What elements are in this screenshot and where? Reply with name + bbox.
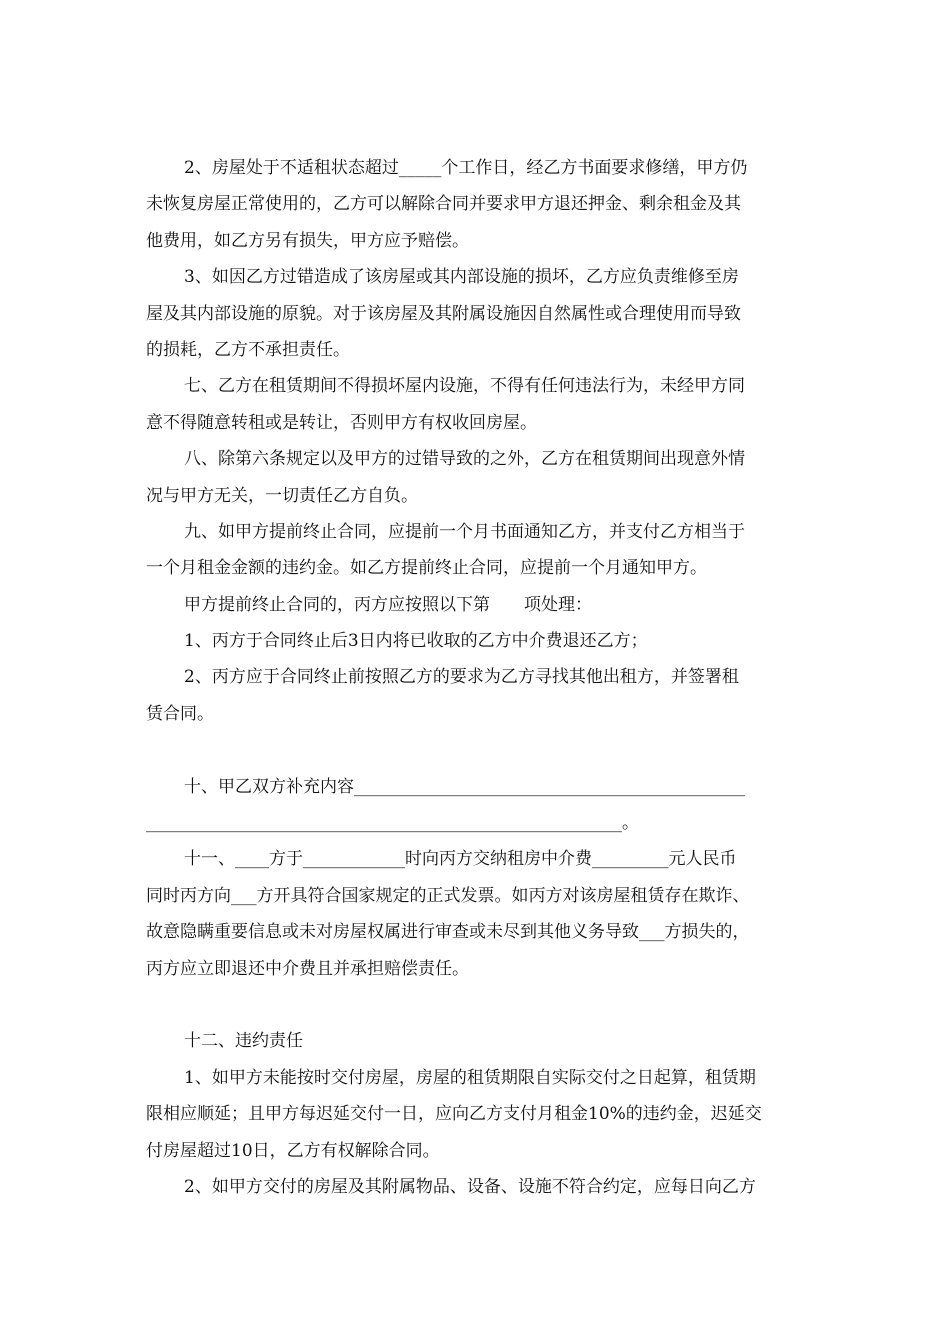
text-line: 的损耗，乙方不承担责任。 <box>146 339 350 360</box>
blank-line <box>146 987 808 1023</box>
text-line: 故意隐瞒重要信息或未对房屋权属进行审查或未尽到其他义务导致___方损失的， <box>146 922 750 943</box>
text-line: 十二、违约责任 <box>184 1031 303 1052</box>
text-line: 八、除第六条规定以及甲方的过错导致的之外，乙方在租赁期间出现意外情 <box>184 449 745 470</box>
text-line: 况与甲方无关，一切责任乙方自负。 <box>146 485 418 506</box>
text-line: 2、房屋处于不适租状态超过_____个工作日，经乙方书面要求修缮，甲方仍 <box>184 158 748 178</box>
text-line: 2、丙方应于合同终止前按照乙方的要求为乙方寻找其他出租方，并签署租 <box>184 667 739 688</box>
text-line: 付房屋超过10日，乙方有权解除合同。 <box>146 1140 440 1161</box>
text-line: ________________________________________________________。 <box>146 813 639 834</box>
document-body <box>146 150 808 1205</box>
text-line: 限相应顺延；且甲方每迟延交付一日，应向乙方支付月租金10%的违约金，迟延交 <box>146 1104 762 1125</box>
text-line: 同时丙方向___方开具符合国家规定的正式发票。如丙方对该房屋租赁存在欺诈、 <box>146 885 750 906</box>
text-line: 丙方应立即退还中介费且并承担赔偿责任。 <box>146 958 469 979</box>
text-line: 九、如甲方提前终止合同，应提前一个月书面通知乙方，并支付乙方相当于 <box>184 521 745 542</box>
text-line: 七、乙方在租赁期间不得损坏屋内设施，不得有任何违法行为，未经甲方同 <box>184 376 745 397</box>
text-line: 十、甲乙双方补充内容______________________________________________ <box>184 776 745 797</box>
text-line: 十一、____方于____________时向丙方交纳租房中介费_________元人民币 <box>184 849 737 870</box>
text-line: 3、如因乙方过错造成了该房屋或其内部设施的损坏，乙方应负责维修至房 <box>184 267 739 288</box>
text-line: 2、如甲方交付的房屋及其附属物品、设备、设施不符合约定，应每日向乙方 <box>184 1176 756 1197</box>
text-line: 未恢复房屋正常使用的，乙方可以解除合同并要求甲方退还押金、剩余租金及其 <box>146 194 741 215</box>
text-line: 一个月租金金额的违约金。如乙方提前终止合同，应提前一个月通知甲方。 <box>146 558 707 579</box>
text-line: 赁合同。 <box>146 703 214 724</box>
text-line: 屋及其内部设施的原貌。对于该房屋及其附属设施因自然属性或合理使用而导致 <box>146 303 741 324</box>
blank-line <box>146 732 808 768</box>
text-line: 意不得随意转租或是转让，否则甲方有权收回房屋。 <box>146 412 537 433</box>
text-line: 1、如甲方未能按时交付房屋，房屋的租赁期限自实际交付之日起算，租赁期 <box>184 1067 756 1088</box>
text-line: 甲方提前终止合同的，丙方应按照以下第 项处理： <box>184 594 592 615</box>
text-line: 他费用，如乙方另有损失，甲方应予赔偿。 <box>146 230 469 251</box>
text-line: 1、丙方于合同终止后3日内将已收取的乙方中介费退还乙方； <box>184 631 648 652</box>
